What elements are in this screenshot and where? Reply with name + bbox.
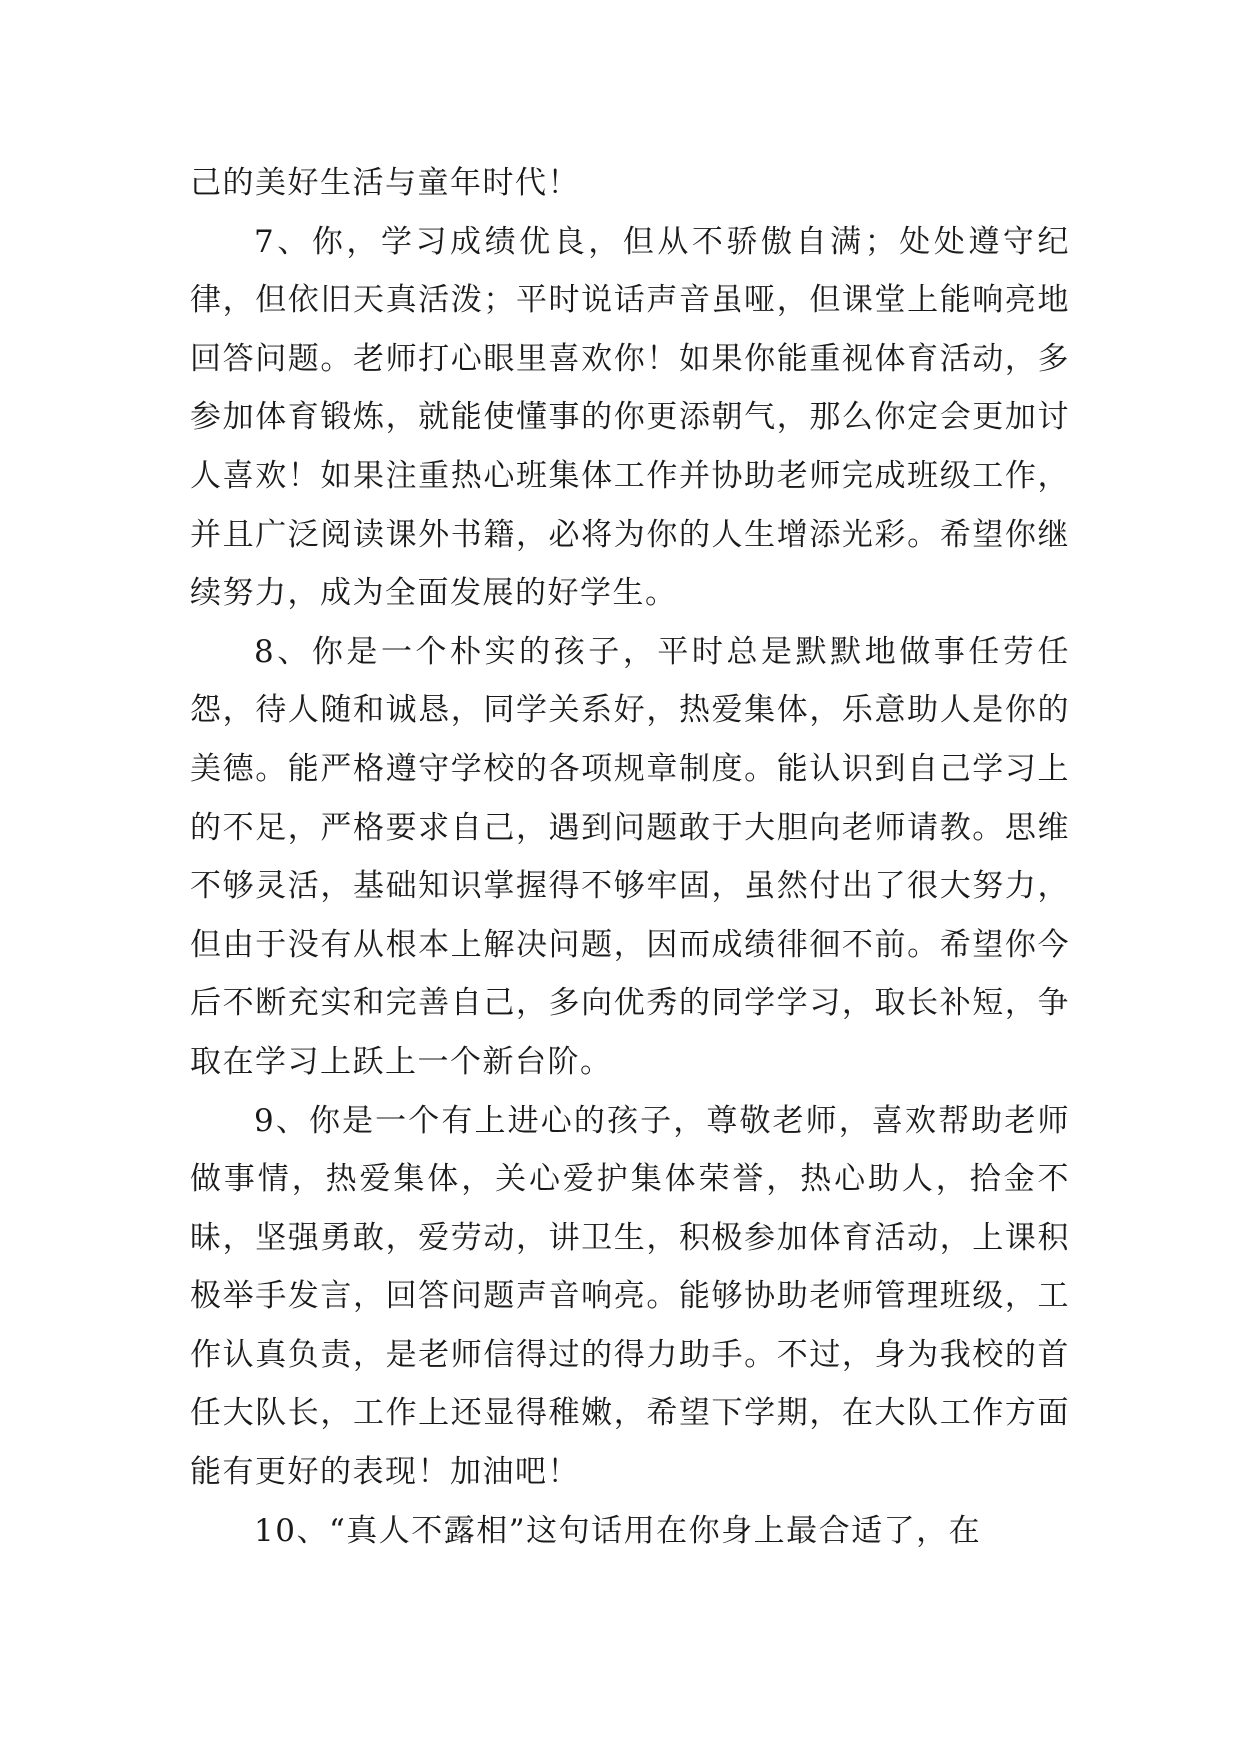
paragraph-comment-9: 9、你是一个有上进心的孩子，尊敬老师，喜欢帮助老师做事情，热爱集体，关心爱护集体荣誉，热心助人，拾金不昧，坚强勇敢，爱劳动，讲卫生，积极参加体育活动，上课积极举手发言，回答问题声音响亮。能够协助老师管理班级，工作认真负责，是老师信得过的得力助手。不过，身为我校的首任大队长，工作上还显得稚嫩，希望下学期，在大队工作方面能有更好的表现！加油吧！	[190, 1102, 1070, 1491]
paragraph-comment-10: 10、“真人不露相”这句话用在你身上最合适了，在	[254, 1512, 982, 1549]
paragraph-continuation: 己的美好生活与童年时代！	[190, 165, 580, 201]
paragraph-comment-8: 8、你是一个朴实的孩子，平时总是默默地做事任劳任怨，待人随和诚恳，同学关系好，热爱集体，乐意助人是你的美德。能严格遵守学校的各项规章制度。能认识到自己学习上的不足，严格要求自己，遇到问题敢于大胆向老师请教。思维不够灵活，基础知识掌握得不够牢固，虽然付出了很大努力，但由于没有从根本上解决问题，因而成绩徘徊不前。希望你今后不断充实和完善自己，多向优秀的同学学习，取长补短，争取在学习上跃上一个新台阶。	[190, 633, 1070, 1080]
document-body	[190, 154, 1070, 1560]
paragraph-comment-7: 7、你，学习成绩优良，但从不骄傲自满；处处遵守纪律，但依旧天真活泼；平时说话声音虽哑，但课堂上能响亮地回答问题。老师打心眼里喜欢你！如果你能重视体育活动，多参加体育锻炼，就能使懂事的你更添朝气，那么你定会更加讨人喜欢！如果注重热心班集体工作并协助老师完成班级工作，并且广泛阅读课外书籍，必将为你的人生增添光彩。希望你继续努力，成为全面发展的好学生。	[190, 223, 1070, 612]
